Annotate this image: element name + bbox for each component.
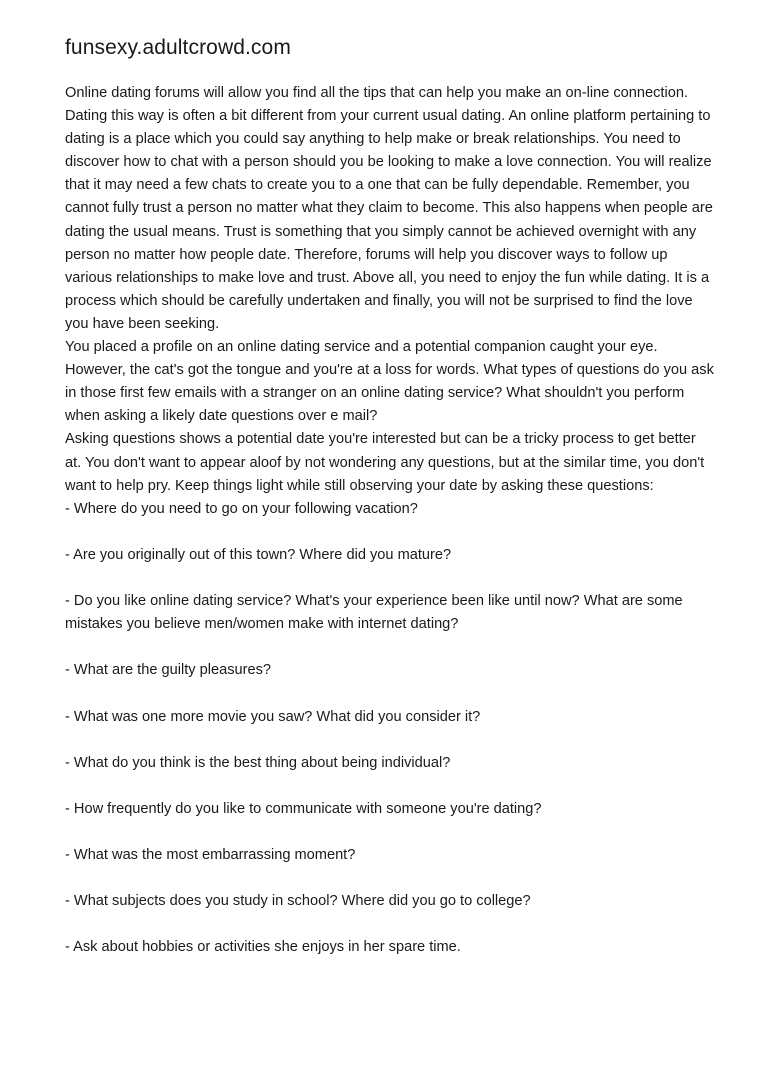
list-item: - What do you think is the best thing about being individual? — [65, 754, 451, 771]
list-item: - What subjects does you study in school? Where did you go to college? — [65, 893, 531, 910]
paragraph-intro: Online dating forums will allow you find all the tips that can help you make an on-line connection. Dating this way is often a bit different from your current usual dating. An online platform pertaining to dating is a place which you could say anything to help make or break relationships. You need to discover how to chat with a person should you be looking to make a love connection. You will realize that it may need a few chats to create you to a one that can be fully dependable. Remember, you cannot fully trust a person no matter what they claim to become. This also happens when people are dating the usual means. Trust is something that you simply cannot be achieved overnight with any person no matter how people date. Therefore, forums will help you discover ways to follow up various relationships to make love and trust. Above all, you need to enjoy the fun while dating. It is a process which should be carefully undertaken and finally, you will not be surprised to find the love you have been seeking. — [65, 85, 713, 332]
list-item: - Do you like online dating service? What's your experience been like until now? What are some mistakes you believe men/women make with internet dating? — [65, 593, 683, 633]
list-item: - What are the guilty pleasures? — [65, 662, 272, 679]
paragraph-profile: You placed a profile on an online dating service and a potential companion caught your eye. However, the cat's got the tongue and you're at a loss for words. What types of questions do you ask in those first few emails with a stranger on an online dating service? What shouldn't you perform when asking a likely date questions over e mail? — [65, 339, 714, 425]
list-item: - Ask about hobbies or activities she enjoys in her spare time. — [65, 939, 461, 956]
list-item: - Are you originally out of this town? Where did you mature? — [65, 546, 452, 563]
list-item: - Where do you need to go on your following vacation? — [65, 500, 418, 517]
page-title: funsexy.adultcrowd.com — [65, 36, 291, 59]
document-body — [65, 82, 715, 960]
list-item: - What was one more movie you saw? What did you consider it? — [65, 708, 481, 725]
paragraph-asking: Asking questions shows a potential date you're interested but can be a tricky process to get better at. You don't want to appear aloof by not wondering any questions, but at the similar time, you don't want to help pry. Keep things light while still observing your date by asking these questions: — [65, 431, 705, 494]
list-item: - How frequently do you like to communicate with someone you're dating? — [65, 800, 542, 817]
question-list — [65, 498, 715, 960]
document-page — [65, 34, 715, 983]
list-item: - What was the most embarrassing moment? — [65, 847, 356, 864]
